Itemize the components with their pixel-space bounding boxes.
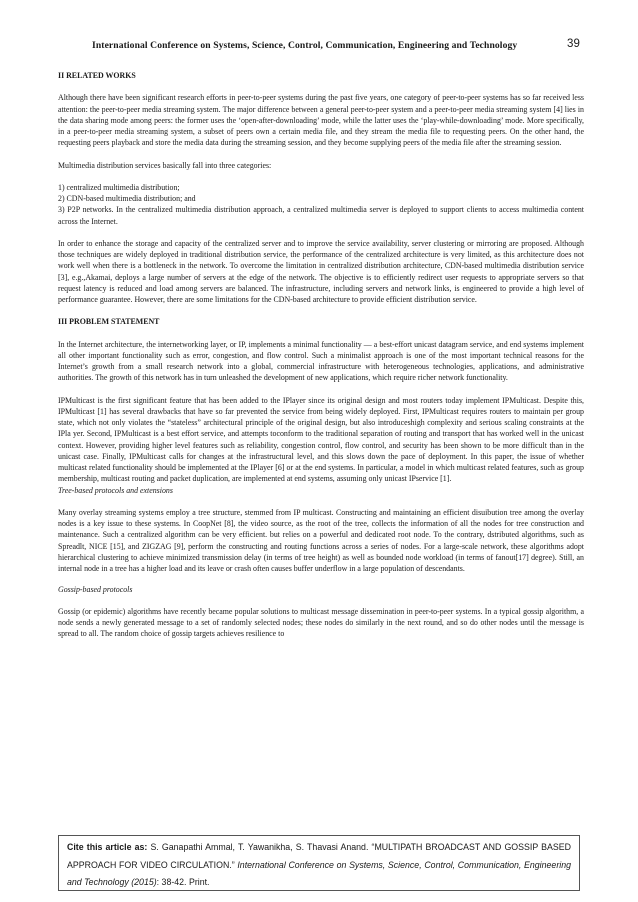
paragraph: Many overlay streaming systems employ a tree structure, stemmed from IP multicast. Constructing and maintaining an efficient disuibution tree among the overlay nodes is a key issue to these systems. In CoopNet [8], the video source, as the root of the tree, collects the information of all the nodes for tree construction and maintenance. Such a centralized algorithm can be very efficient. but relies on a powerful and dedicated root node. To the contrary, dstributed algorithms, such as Spreadlt, NICE [15], and ZIGZAG [9], perform the constructing and routing functions across a series of nodes. For a large-scale network, these algorithms adopt hierarchical clustering to achieve minimized transmission delay (in terms of tree height) as well as bounded node workload (in terms of fanout[17] degree). Still, an internal node in a tree has a higher load and its leave or crash often causes buffer underflow in a large population of descendants. [58, 507, 584, 573]
paragraph: Gossip (or epidemic) algorithms have recently became popular solutions to multicast message dissemination in peer-to-peer systems. In a typical gossip algorithm, a node sends a newly generated message to a set of randomly selected nodes; these nodes do similarly in the next round, and so do other nodes until the message is spread to all. The random choice of gossip targets achieves resilience to [58, 606, 584, 638]
paragraph: IPMulticast is the first significant feature that has been added to the IPlayer since its original design and most routers today implement IPMulticast. Despite this, IPMulticast [1] has several drawbacks that have so far prevented the service from being widely deployed. First, IPMulticast requires routers to maintain per group state, which not only violates the “stateless” architectural principle of the original design, but also introduceshigh complexity and serious scaling constraints at the IPla yer. Second, IPMulticast is a best effort service, and attempts toconform to the traditional separation of routing and transport that has worked well in the unicast context. However, providing higher level features such as reliability, congestion control, flow control, and security has been shown to be more difficult than in the unicast case. Finally, IPMulticast calls for changes at the infrastructural level, and this slows down the pace of deployment. In this paper, the issue of whether multicast related functionality should be implemented at the IPlayer [6] or at the end systems. In particular, a model in which multicast related features, such as group membership, multicast routing and packet duplication, are implemented at end systems, assuming only unicast IPservice [1]. [58, 395, 584, 484]
citation-label: Cite this article as: [67, 842, 148, 852]
conference-title: International Conference on Systems, Science, Control, Communication, Engineering and Technology [92, 40, 518, 51]
paragraph: Multimedia distribution services basically fall into three categories: [58, 160, 272, 170]
citation-pages: : 38-42. Print. [156, 877, 210, 887]
citation-authors: S. Ganapathi Ammal, T. Yawanikha, S. Thavasi Anand. “MULTIPATH BROADCAST AND GOSSIP BASED APPROACH FOR VIDEO CIRCULATION.” [67, 842, 571, 870]
running-header [92, 38, 580, 54]
list-item: 3) P2P networks. In the centralized multimedia distribution approach, a centralized multimedia server is deployed to support clients to access multimedia content across the Internet. [58, 205, 584, 226]
subsection-heading-gossip: Gossip-based protocols [58, 585, 133, 595]
list-item: 1) centralized multimedia distribution; [58, 182, 180, 192]
subsection-heading-tree: Tree-based protocols and extensions [58, 485, 173, 495]
citation-venue: International Conference on Systems, Science, Control, Communication, Engineering and Technology (2015) [67, 859, 571, 887]
page-number: 39 [567, 38, 580, 50]
section-heading-related-works: II RELATED WORKS [58, 71, 136, 80]
article-body [58, 70, 584, 639]
list-item: 2) CDN-based multimedia distribution; and [58, 194, 196, 203]
section-heading-problem-statement: III PROBLEM STATEMENT [58, 317, 160, 327]
citation-box [58, 835, 580, 891]
paragraph: In order to enhance the storage and capacity of the centralized server and to improve the service availability, server clustering or mirroring are proposed. Although those techniques are widely deployed in traditional distribution service, the performance of the centralized architecture is very limited, as this architecture does not work well when there is a bottleneck in the network. To overcome the limitation in centralized distribution architecture, CDN-based multimedia distribution service [3], e.g.,Akamai, deploys a large number of servers at the edge of the network. The objective is to efficiently redirect user requests to appropriate servers so that request latency is reduced and load among servers are balanced. The infrastructure, including servers and network links, is engineered to provide a high level of performance guarantee. However, there are some limitations for the CDN-based architecture to provide efficient distribution service. [58, 238, 584, 304]
paragraph: Although there have been significant research efforts in peer-to-peer systems during the past five years, one category of peer-to-peer systems has so far received less attention: the peer-to-peer media streaming system. The major difference between a general peer-to-peer system and a peer-to-peer media streaming system [4] lies in the data sharing mode among peers: the former uses the ‘open-after-downloading’ mode, while the latter uses the ‘play-while-downloading’ mode. More specifically, in a peer-to-peer media streaming system, a subset of peers own a certain media file, and they stream the media file to requesting peers. On the other hand, the requesting peers playback and store the media data during the streaming session, and they become supplying peers of the media file after the streaming session. [58, 93, 584, 148]
paragraph: In the Internet architecture, the internetworking layer, or IP, implements a minimal functionality — a best-effort unicast datagram service, and end systems implement all other important functionality such as error, congestion, and flow control. Such a minimalist approach is one of the most important technical reasons for the Internet’s growth from a small research network into a global, commercial infrastructure with heterogeneous technologies, applications, and administrative authorities. The growth of this network has in turn unleashed the development of new applications, which require richer network functionality. [58, 339, 584, 383]
